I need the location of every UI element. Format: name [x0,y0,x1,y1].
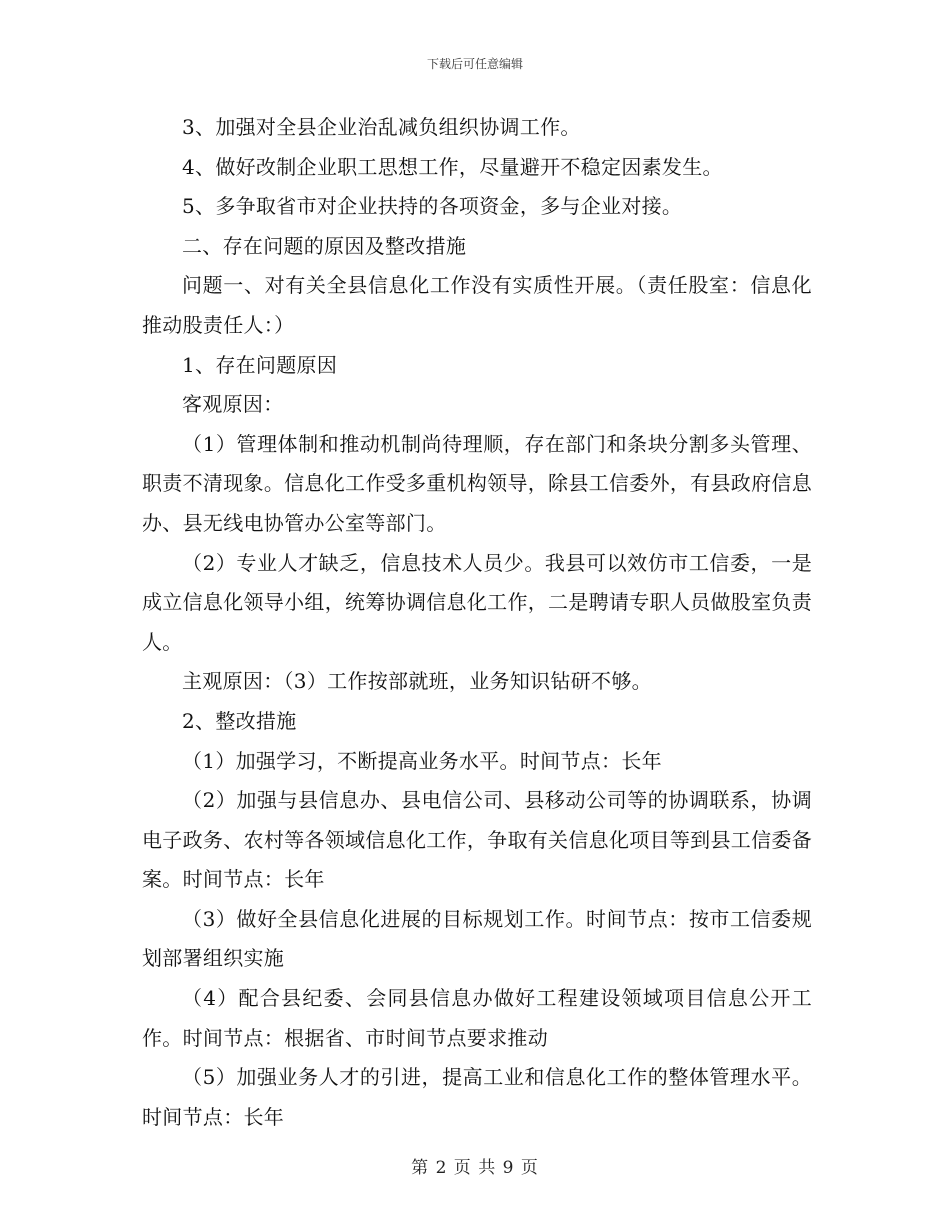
objective-causes-label: 客观原因： [182,392,284,417]
subsection-heading-measures: 2、整改措施 [182,708,297,733]
measure-item-2: （2）加强与县信息办、县电信公司、县移动公司等的协调联系，协调电子政务、农村等各领域信息化工作，争取有关信息化项目等到县工信委备案。时间节点：长年 [142,788,812,892]
measure-item-5: （5）加强业务人才的引进，提高工业和信息化工作的整体管理水平。时间节点：长年 [142,1065,812,1129]
problem-statement: 问题一、对有关全县信息化工作没有实质性开展。（责任股室：信息化推动股责任人：） [142,273,812,337]
page-footer: 第 2 页 共 9 页 [411,1158,539,1178]
header-note: 下载后可任意编辑 [426,57,523,71]
document-body [142,108,812,1137]
subjective-causes: 主观原因：（3）工作按部就班，业务知识钻研不够。 [182,669,652,694]
measure-item-4: （4）配合县纪委、会同县信息办做好工程建设领域项目信息公开工作。时间节点：根据省、市时间节点要求推动 [142,986,812,1050]
paragraph-1: 3、加强对全县企业治乱减负组织协调工作。 [182,115,581,139]
subsection-heading-causes: 1、存在问题原因 [182,352,338,377]
paragraph-3: 5、多争取省市对企业扶持的各项资金，多与企业对接。 [182,194,683,219]
section-heading: 二、存在问题的原因及整改措施 [182,233,467,258]
cause-item-1: （1）管理体制和推动机制尚待理顺，存在部门和条块分割多头管理、职责不清现象。信息化工作受多重机构领导，除县工信委外，有县政府信息办、县无线电协管办公室等部门。 [142,431,812,535]
measure-item-1: （1）加强学习，不断提高业务水平。时间节点：长年 [182,748,662,773]
measure-item-3: （3）做好全县信息化进展的目标规划工作。时间节点：按市工信委规划部署组织实施 [142,906,812,971]
paragraph-2: 4、做好改制企业职工思想工作，尽量避开不稳定因素发生。 [182,154,723,179]
cause-item-2: （2）专业人才缺乏，信息技术人员少。我县可以效仿市工信委，一是成立信息化领导小组，统筹协调信息化工作，二是聘请专职人员做股室负责人。 [142,550,812,654]
